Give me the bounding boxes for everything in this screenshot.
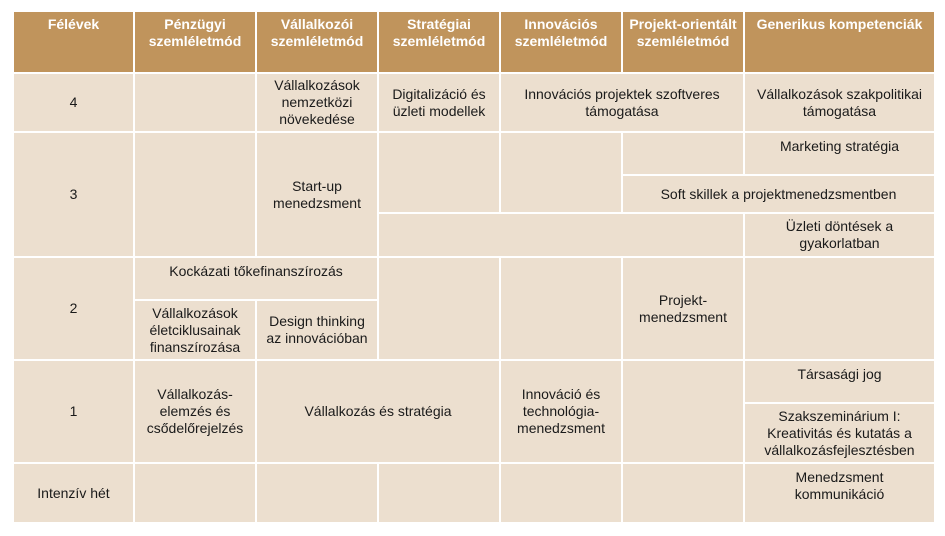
course-cell: Innovációs projektek szoftveres támogatása [500,73,744,132]
course-cell: Kockázati tőkefinanszírozás [134,257,378,300]
empty-cell [500,132,622,213]
header-entrepreneurial: Vállalkozói szemléletmód [256,11,378,73]
empty-cell [500,257,622,360]
header-row [13,11,935,73]
semester-label-4: 4 [13,73,134,132]
empty-cell [622,132,744,175]
table-row-semester-2 [13,257,935,300]
semester-label-intensive: Intenzív hét [13,463,134,523]
course-cell: Soft skillek a projektmenedzsmentben [622,175,935,213]
course-cell: Start-up menedzsment [256,132,378,257]
semester-label-3: 3 [13,132,134,257]
table-row-semester-1 [13,360,935,403]
header-semester: Félévek [13,11,134,73]
course-cell: Design thinking az innovációban [256,300,378,360]
empty-cell [134,73,256,132]
course-cell: Menedzsment kommunikáció [744,463,935,523]
course-cell: Üzleti döntések a gyakorlatban [744,213,935,257]
empty-cell [622,463,744,523]
empty-cell [378,257,500,360]
course-cell: Digitalizáció és üzleti modellek [378,73,500,132]
empty-cell [500,463,622,523]
header-generic: Generikus kompetenciák [744,11,935,73]
table-row-semester-3 [13,132,935,175]
table-row-semester-4 [13,73,935,132]
curriculum-table [12,10,936,524]
semester-label-1: 1 [13,360,134,463]
course-cell: Projekt-menedzsment [622,257,744,360]
course-cell: Vállalkozás-elemzés és csődelőrejelzés [134,360,256,463]
course-cell: Vállalkozás és stratégia [256,360,500,463]
course-cell: Marketing stratégia [744,132,935,175]
course-cell: Vállalkozások életciklusainak finanszírozása [134,300,256,360]
empty-cell [134,463,256,523]
course-cell: Vállalkozások szakpolitikai támogatása [744,73,935,132]
empty-cell [378,463,500,523]
empty-cell [378,132,500,213]
empty-cell [622,360,744,463]
course-cell: Innováció és technológia-menedzsment [500,360,622,463]
course-cell: Vállalkozások nemzetközi növekedése [256,73,378,132]
header-financial: Pénzügyi szemléletmód [134,11,256,73]
empty-cell [134,132,256,257]
header-strategic: Stratégiai szemléletmód [378,11,500,73]
header-innovation: Innovációs szemléletmód [500,11,622,73]
course-cell: Szakszeminárium I: Kreativitás és kutatás a vállalkozásfejlesztésben [744,403,935,463]
course-cell: Társasági jog [744,360,935,403]
header-project: Projekt-orientált szemléletmód [622,11,744,73]
table-row-intensive-week [13,463,935,523]
empty-cell [378,213,744,257]
empty-cell [744,257,935,360]
empty-cell [256,463,378,523]
semester-label-2: 2 [13,257,134,360]
